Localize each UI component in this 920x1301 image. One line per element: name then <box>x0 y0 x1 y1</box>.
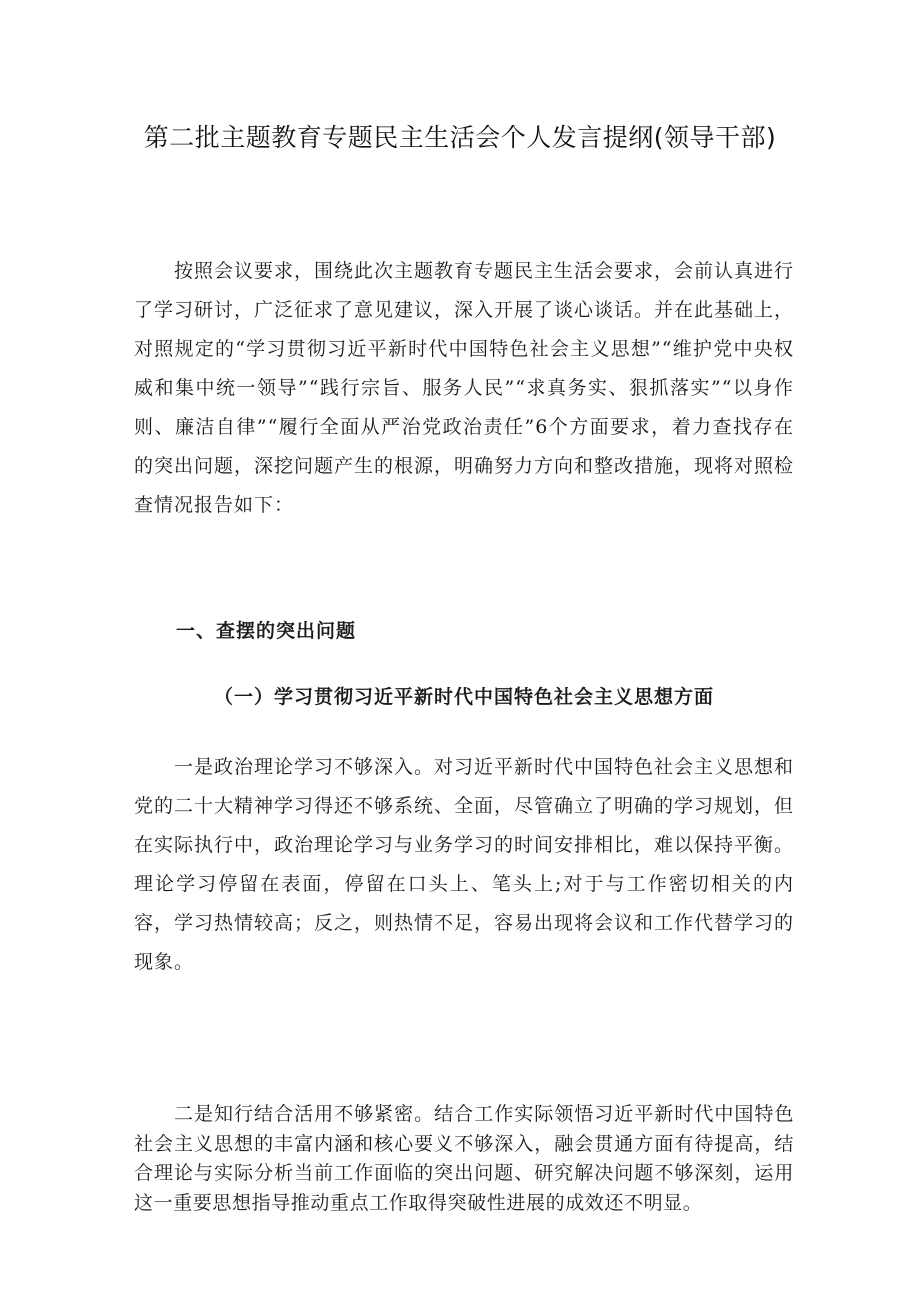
section-heading: 一、查摆的突出问题 <box>176 620 357 642</box>
intro-paragraph: 按照会议要求，围绕此次主题教育专题民主生活会要求，会前认真进行了学习研讨，广泛征求了意见建议，深入开展了谈心谈话。并在此基础上，对照规定的“学习贯彻习近平新时代中国特色社会主义思想”“维护党中央权威和集中统一领导”“践行宗旨、服务人民”“求真务实、狠抓落实”“以身作则、廉洁自律”“履行全面从严治党政治责任”6个方面要求，着力查找存在的突出问题，深挖问题产生的根源，明确努力方向和整改措施，现将对照检查情况报告如下： <box>134 260 795 516</box>
point-one-paragraph: 一是政治理论学习不够深入。对习近平新时代中国特色社会主义思想和党的二十大精神学习得还不够系统、全面，尽管确立了明确的学习规划，但在实际执行中，政治理论学习与业务学习的时间安排相比，难以保持平衡。理论学习停留在表面，停留在口头上、笔头上;对于与工作密切相关的内容，学习热情较高；反之，则热情不足，容易出现将会议和工作代替学习的现象。 <box>134 756 795 973</box>
document-title: 第二批主题教育专题民主生活会个人发言提纲(领导干部) <box>143 123 777 152</box>
subsection-heading: （一）学习贯彻习近平新时代中国特色社会主义思想方面 <box>214 686 715 708</box>
point-two-paragraph: 二是知行结合活用不够紧密。结合工作实际领悟习近平新时代中国特色社会主义思想的丰富内涵和核心要义不够深入，融会贯通方面有待提高，结合理论与实际分析当前工作面临的突出问题、研究解决问题不够深刻，运用这一重要思想指导推动重点工作取得突破性进展的成效还不明显。 <box>134 1103 794 1214</box>
